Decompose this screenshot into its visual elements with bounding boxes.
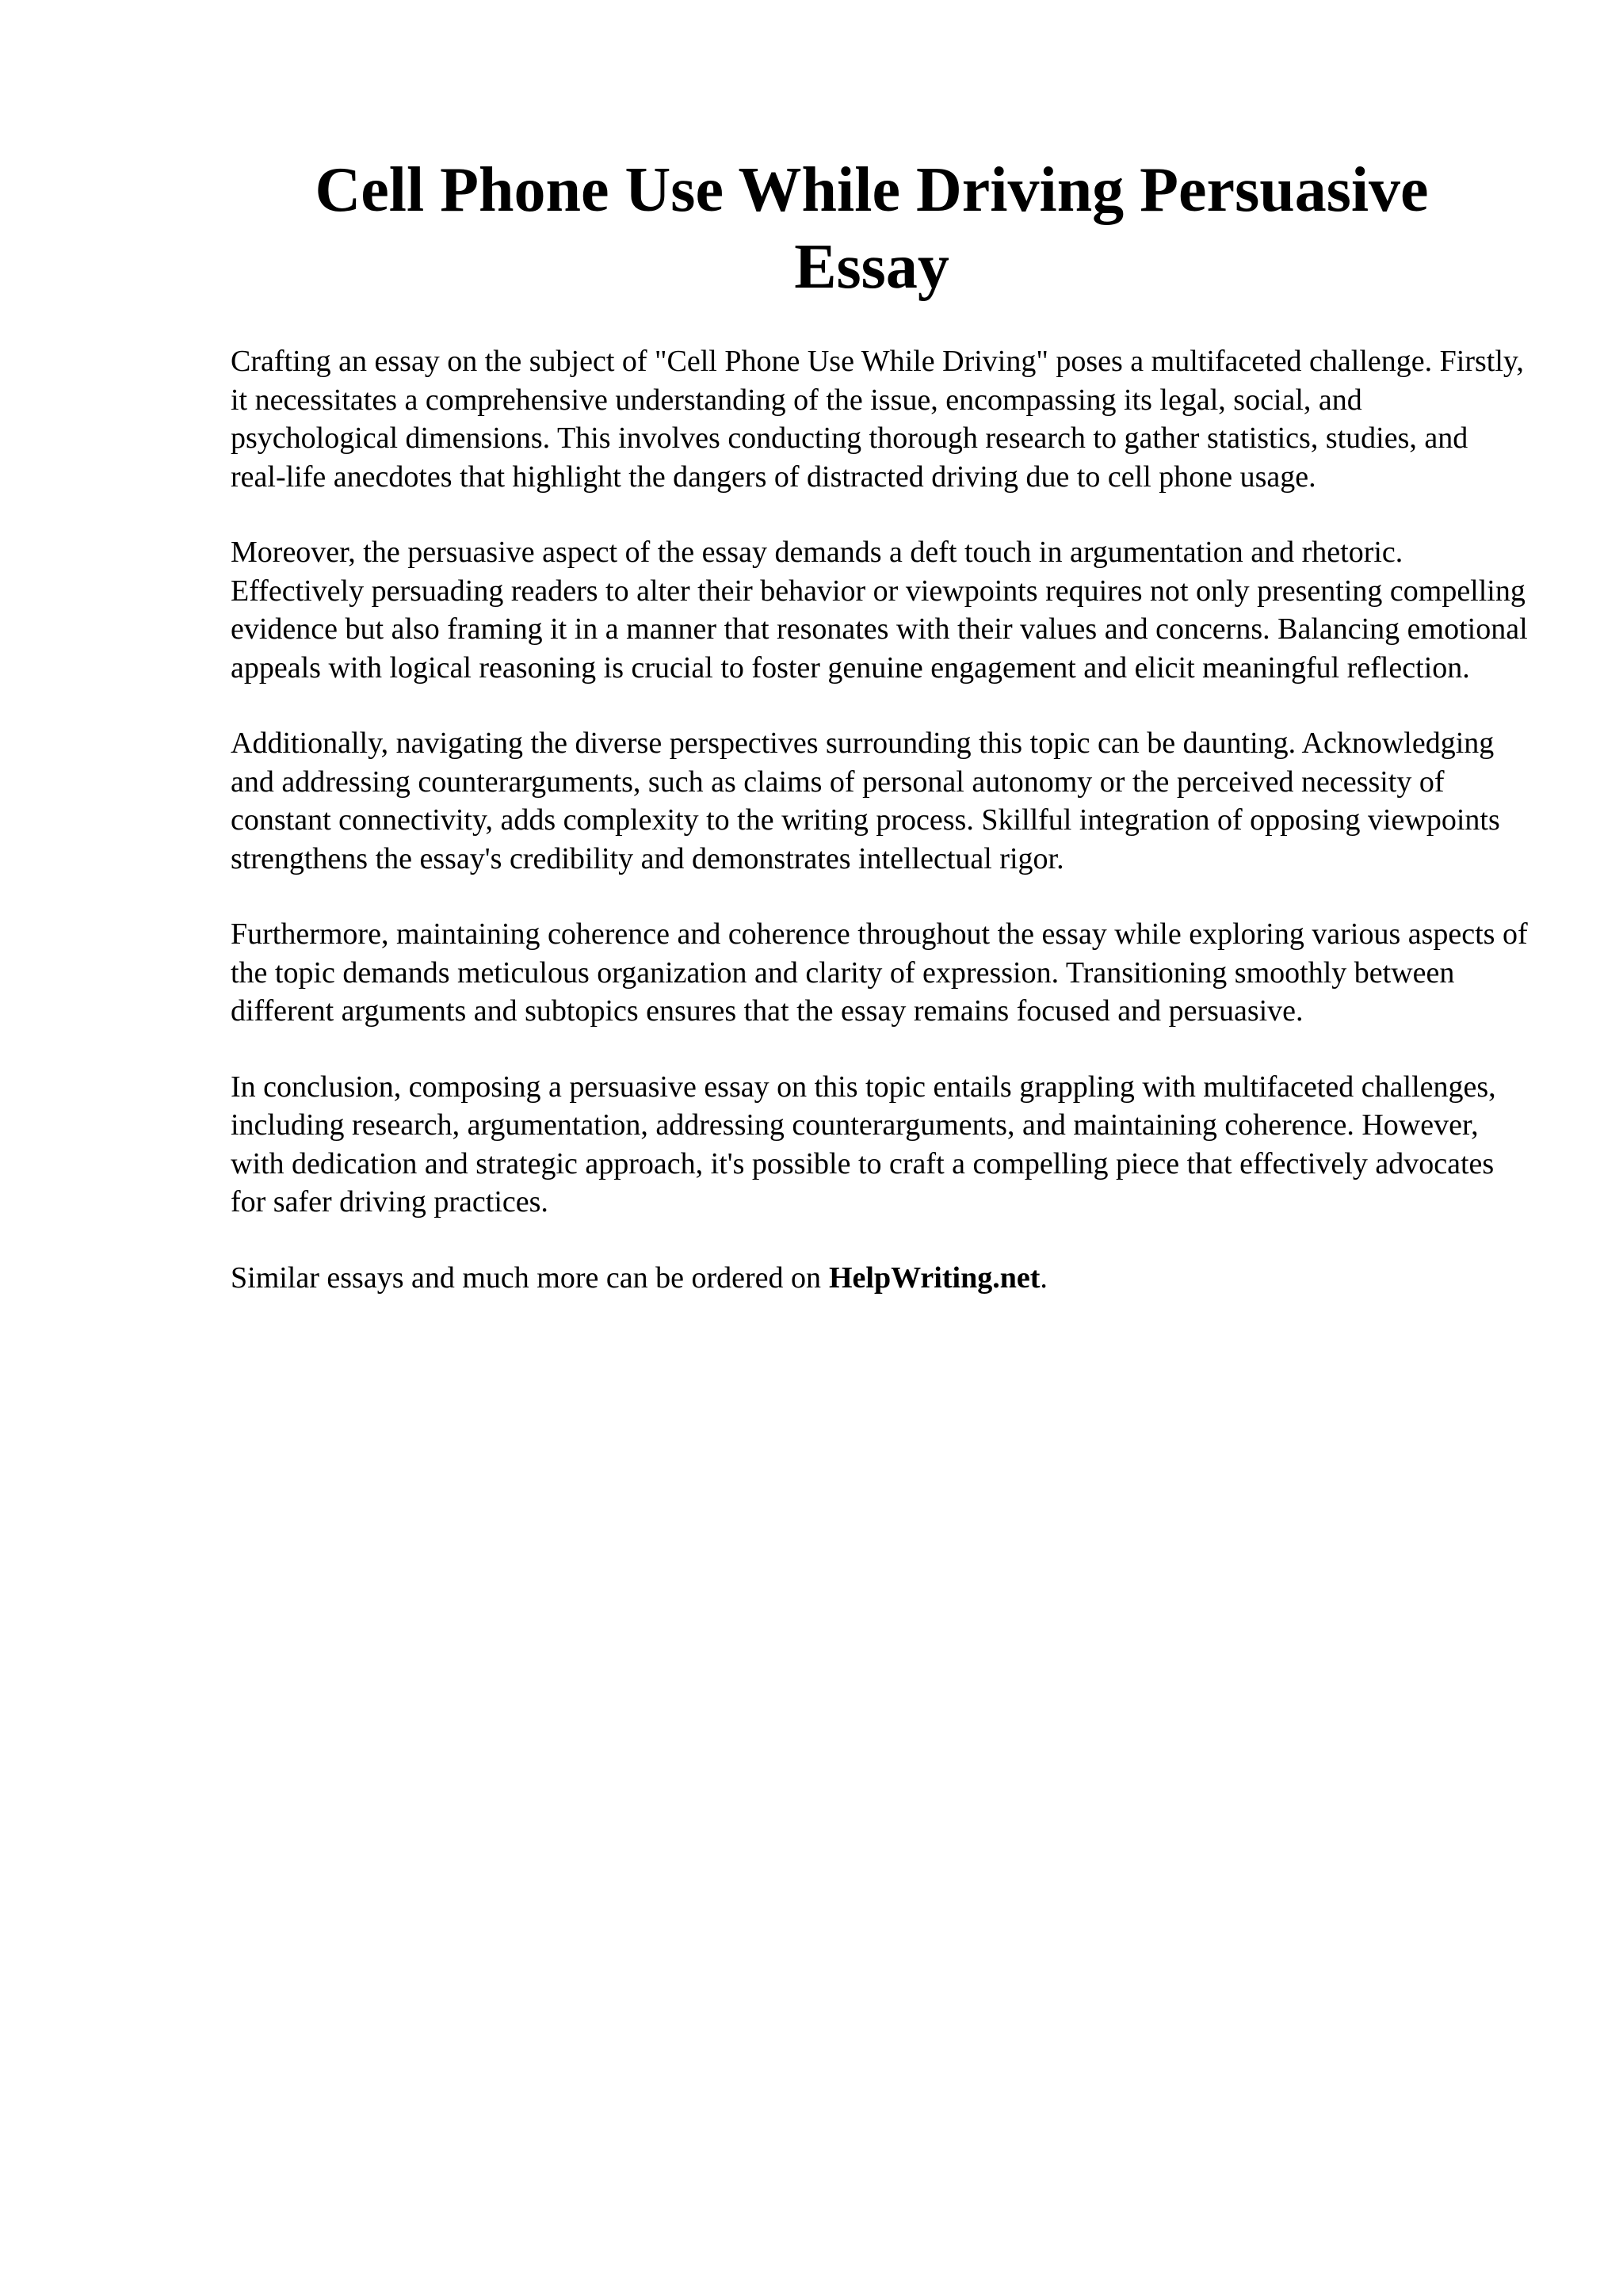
footer-suffix: . — [1040, 1261, 1048, 1295]
paragraph-3: Additionally, navigating the diverse perspectives surrounding this topic can be daunting. Acknowledging and addressing counterarguments, such as claims of personal autonomy or the perceived necessity of constant connectivity, adds complexity to the writing process. Skillful integration of opposing viewpoints strengthens the essay's credibility and demonstrates intellectual rigor. — [231, 727, 1500, 875]
paragraph-4: Furthermore, maintaining coherence and coherence throughout the essay while exploring various aspects of the topic demands meticulous organization and clarity of expression. Transitioning smoothly between different arguments and subtopics ensures that the essay remains focused and persuasive. — [231, 917, 1528, 1028]
paragraph-2: Moreover, the persuasive aspect of the essay demands a deft touch in argumentation and rhetoric. Effectively persuading readers to alter their behavior or viewpoints requires not only presenting compelling evidence but also framing it in a manner that resonates with their values and concerns. Balancing emotional appeals with logical reasoning is crucial to foster genuine engagement and elicit meaningful reflection. — [231, 536, 1528, 685]
essay-title: Cell Phone Use While Driving Persuasive Essay — [315, 155, 1429, 302]
footer-prefix: Similar essays and much more can be ordered on — [231, 1261, 821, 1295]
paragraph-5: In conclusion, composing a persuasive essay on this topic entails grappling with multifaceted challenges, including research, argumentation, addressing counterarguments, and maintaining coherence. However, with dedication and strategic approach, it's possible to craft a compelling piece that effectively advocates for safer driving practices. — [231, 1070, 1496, 1219]
essay-body — [231, 342, 1530, 1334]
footer-line — [231, 1259, 1530, 1298]
paragraph-1: Crafting an essay on the subject of "Cell Phone Use While Driving" poses a multifaceted challenge. Firstly, it necessitates a comprehensive understanding of the issue, encompassing its legal, social, and psychological dimensions. This involves conducting thorough research to gather statistics, studies, and real-life anecdotes that highlight the dangers of distracted driving due to cell phone usage. — [231, 345, 1524, 494]
brand-name: HelpWriting.net — [829, 1261, 1041, 1295]
